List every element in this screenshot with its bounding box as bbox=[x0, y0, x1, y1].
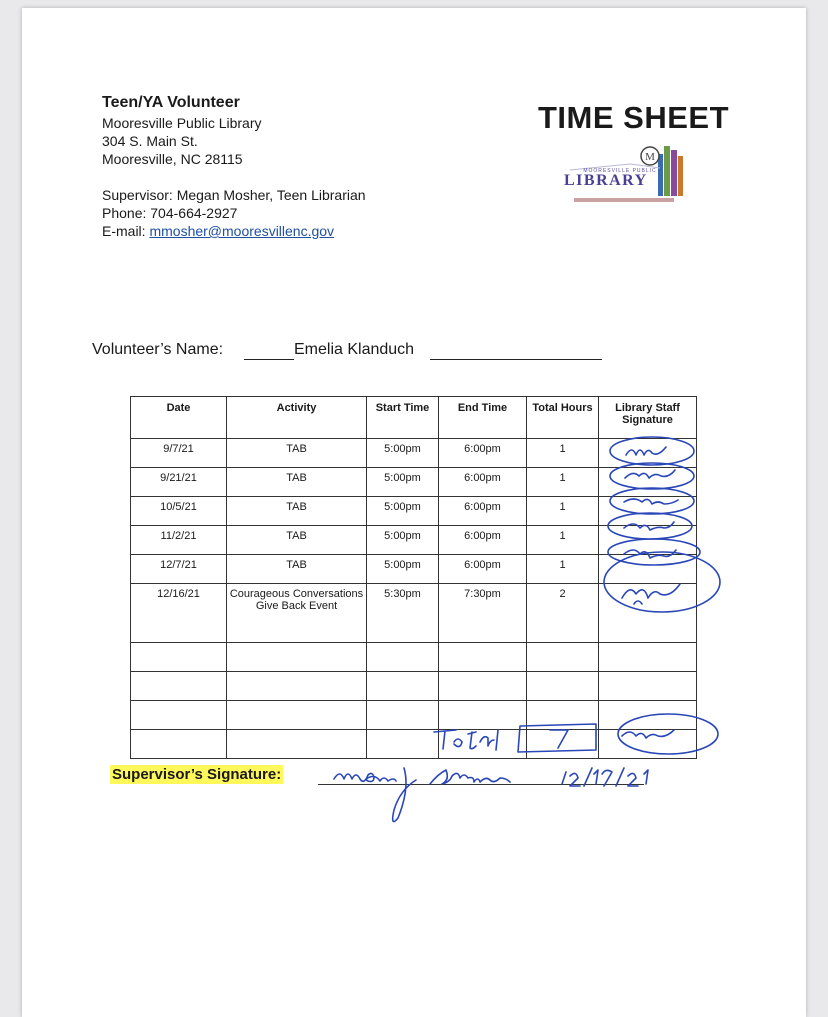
cell-end: 6:00pm bbox=[439, 555, 527, 584]
col-header-signature: Library Staff Signature bbox=[599, 397, 697, 439]
seal-letter: M bbox=[645, 151, 655, 163]
cell-date: 11/2/21 bbox=[131, 526, 227, 555]
total-box-ink bbox=[518, 724, 596, 752]
logo-big-text: LIBRARY bbox=[564, 172, 648, 189]
staff-initials-mark bbox=[604, 552, 720, 612]
cell-hours: 1 bbox=[527, 439, 599, 468]
staff-initials-mark bbox=[610, 488, 694, 514]
staff-initials-mark bbox=[610, 437, 694, 465]
volunteer-name: Emelia Klanduch bbox=[294, 341, 415, 358]
time-sheet-page bbox=[22, 8, 806, 1017]
email-label: E-mail: bbox=[102, 223, 150, 239]
col-header-start: Start Time bbox=[367, 397, 439, 439]
cell-start: 5:00pm bbox=[367, 497, 439, 526]
library-city: Mooresville, NC 28115 bbox=[102, 151, 243, 167]
cell-date: 10/5/21 bbox=[131, 497, 227, 526]
cell-start: 5:00pm bbox=[367, 555, 439, 584]
program-title: Teen/YA Volunteer bbox=[102, 94, 240, 111]
col-header-date: Date bbox=[131, 397, 227, 439]
supervisor-info: Supervisor: Megan Mosher, Teen Librarian bbox=[102, 187, 366, 203]
cell-end: 6:00pm bbox=[439, 497, 527, 526]
col-header-hours: Total Hours bbox=[527, 397, 599, 439]
staff-initials-mark bbox=[608, 513, 692, 539]
cell-end: 7:30pm bbox=[439, 584, 527, 643]
cell-activity: Courageous Conversations Give Back Event bbox=[227, 584, 367, 643]
cell-start: 5:00pm bbox=[367, 526, 439, 555]
cell-date: 9/21/21 bbox=[131, 468, 227, 497]
volunteer-name-label: Volunteer’s Name: bbox=[92, 341, 224, 358]
cell-activity: TAB bbox=[227, 526, 367, 555]
cell-hours: 2 bbox=[527, 584, 599, 643]
handwriting-overlay bbox=[22, 8, 806, 1017]
cell-activity: TAB bbox=[227, 468, 367, 497]
cell-activity: TAB bbox=[227, 497, 367, 526]
cell-date: 9/7/21 bbox=[131, 439, 227, 468]
library-street: 304 S. Main St. bbox=[102, 133, 198, 149]
logo-small-text: MOORESVILLE PUBLIC bbox=[583, 168, 657, 174]
total-value-ink bbox=[550, 730, 568, 748]
cell-activity: TAB bbox=[227, 555, 367, 584]
email-link[interactable]: mmosher@mooresvillenc.gov bbox=[149, 223, 335, 239]
cell-hours: 1 bbox=[527, 468, 599, 497]
supervisor-phone: Phone: 704-664-2927 bbox=[102, 205, 238, 221]
cell-activity: TAB bbox=[227, 439, 367, 468]
cell-end: 6:00pm bbox=[439, 468, 527, 497]
cell-date: 12/16/21 bbox=[131, 584, 227, 643]
col-header-end: End Time bbox=[439, 397, 527, 439]
cell-start: 5:00pm bbox=[367, 439, 439, 468]
cell-end: 6:00pm bbox=[439, 439, 527, 468]
cell-hours: 1 bbox=[527, 497, 599, 526]
total-initials-mark bbox=[618, 714, 718, 754]
supervisor-signature-ink bbox=[334, 768, 510, 822]
cell-start: 5:30pm bbox=[367, 584, 439, 643]
signature-date-ink bbox=[562, 768, 648, 786]
library-name: Mooresville Public Library bbox=[102, 115, 262, 131]
cell-date: 12/7/21 bbox=[131, 555, 227, 584]
col-header-activity: Activity bbox=[227, 397, 367, 439]
page-title: TIME SHEET bbox=[538, 100, 730, 135]
cell-end: 6:00pm bbox=[439, 526, 527, 555]
cell-start: 5:00pm bbox=[367, 468, 439, 497]
supervisor-signature-label: Supervisor’s Signature: bbox=[112, 766, 282, 783]
cell-hours: 1 bbox=[527, 526, 599, 555]
total-label-ink bbox=[434, 730, 498, 750]
cell-hours: 1 bbox=[527, 555, 599, 584]
staff-initials-mark bbox=[610, 463, 694, 489]
